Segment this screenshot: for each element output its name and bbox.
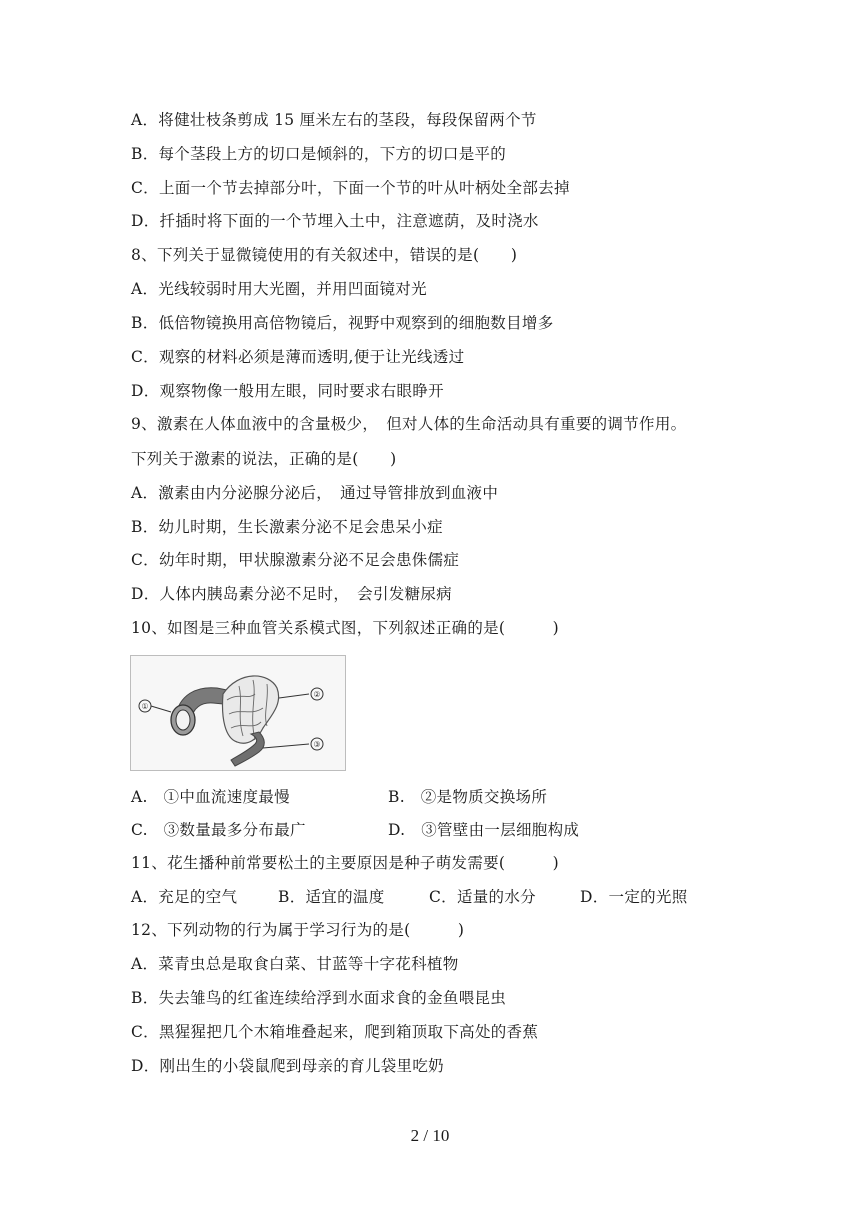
- q11-option-d: D．一定的光照: [580, 888, 688, 906]
- q7-option-a: A．将健壮枝条剪成 15 厘米左右的茎段，每段保留两个节: [131, 111, 537, 129]
- q10-option-b: B. ②是物质交换场所: [388, 788, 548, 806]
- q12-option-b: B．失去雏鸟的红雀连续给浮到水面求食的金鱼喂昆虫: [131, 989, 507, 1007]
- q8-stem: 8、下列关于显微镜使用的有关叙述中，错误的是( ): [131, 246, 518, 264]
- q8-option-b: B．低倍物镜换用高倍物镜后，视野中观察到的细胞数目增多: [131, 314, 554, 332]
- figure-label-1: ①: [141, 702, 149, 711]
- q9-option-c: C．幼年时期，甲状腺激素分泌不足会患侏儒症: [131, 551, 460, 569]
- page-number: 2 / 10: [410, 1126, 450, 1145]
- q12-option-a: A．菜青虫总是取食白菜、甘蓝等十字花科植物: [131, 955, 459, 973]
- blood-vessel-diagram: [130, 655, 346, 771]
- q9-stem-line1: 9、激素在人体血液中的含量极少， 但对人体的生命活动具有重要的调节作用。: [131, 415, 687, 433]
- q7-option-d: D．扦插时将下面的一个节埋入土中，注意遮荫，及时浇水: [131, 212, 539, 230]
- q8-option-c: C．观察的材料必须是薄而透明,便于让光线透过: [131, 348, 465, 366]
- q9-stem-line2: 下列关于激素的说法，正确的是( ): [131, 450, 397, 468]
- q12-option-c: C．黑猩猩把几个木箱堆叠起来，爬到箱顶取下高处的香蕉: [131, 1023, 539, 1041]
- q9-option-d: D．人体内胰岛素分泌不足时， 会引发糖尿病: [131, 585, 452, 603]
- q10-option-c: C. ③数量最多分布最广: [131, 821, 306, 839]
- q11-stem: 11、花生播种前常要松土的主要原因是种子萌发需要( ): [131, 854, 560, 872]
- q12-stem: 12、下列动物的行为属于学习行为的是( ): [131, 921, 465, 939]
- figure-label-2: ②: [313, 690, 321, 699]
- q10-option-d: D. ③管壁由一层细胞构成: [388, 821, 580, 839]
- q10-stem: 10、如图是三种血管关系模式图，下列叙述正确的是( ): [131, 619, 560, 637]
- q7-option-b: B．每个茎段上方的切口是倾斜的，下方的切口是平的: [131, 145, 507, 163]
- q9-option-b: B．幼儿时期，生长激素分泌不足会患呆小症: [131, 518, 443, 536]
- q10-option-a: A. ①中血流速度最慢: [131, 788, 290, 806]
- q8-option-d: D．观察物像一般用左眼，同时要求右眼睁开: [131, 382, 444, 400]
- figure-label-3: ③: [313, 740, 321, 749]
- q12-option-d: D．刚出生的小袋鼠爬到母亲的育儿袋里吃奶: [131, 1057, 444, 1075]
- q11-option-b: B．适宜的温度: [278, 888, 385, 906]
- q8-option-a: A．光线较弱时用大光圈，并用凹面镜对光: [131, 280, 427, 298]
- q9-option-a: A．激素由内分泌腺分泌后， 通过导管排放到血液中: [131, 484, 499, 502]
- q11-option-a: A．充足的空气: [131, 888, 238, 906]
- q7-option-c: C．上面一个节去掉部分叶，下面一个节的叶从叶柄处全部去掉: [131, 179, 570, 197]
- q11-option-c: C．适量的水分: [429, 888, 536, 906]
